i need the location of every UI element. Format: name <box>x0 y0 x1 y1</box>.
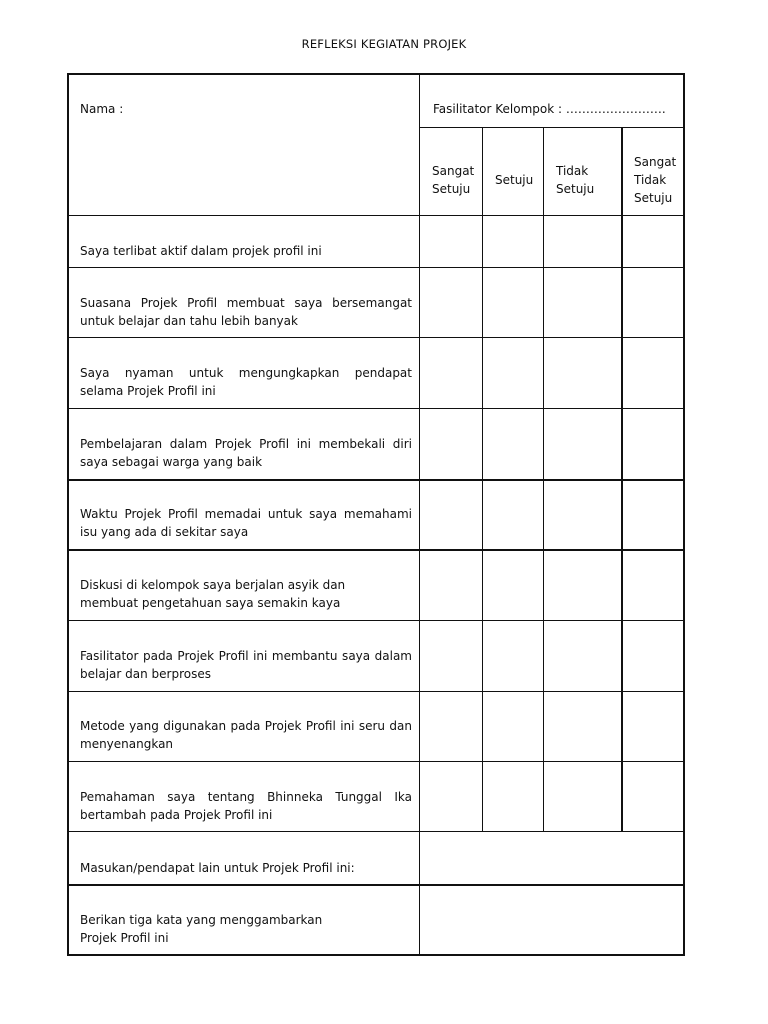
rating-cell-strongly-agree[interactable] <box>421 410 482 479</box>
table-border-bottom <box>67 954 685 956</box>
rating-cell-strongly-agree[interactable] <box>421 693 482 761</box>
rating-cell-agree[interactable] <box>484 622 543 691</box>
rating-cell-disagree[interactable] <box>545 339 621 408</box>
rating-cell-strongly-disagree[interactable] <box>623 339 683 408</box>
header-agree: Setuju <box>495 173 534 187</box>
rating-cell-agree[interactable] <box>484 763 543 831</box>
rating-cell-strongly-agree[interactable] <box>421 763 482 831</box>
statement-7: Fasilitator pada Projek Profil ini membantu saya dalam belajar dan berproses <box>80 649 412 681</box>
rating-cell-strongly-disagree[interactable] <box>623 551 683 620</box>
rating-cell-disagree[interactable] <box>545 763 621 831</box>
rating-cell-agree[interactable] <box>484 269 543 337</box>
rating-cell-strongly-disagree[interactable] <box>623 481 683 549</box>
rating-cell-disagree[interactable] <box>545 481 621 549</box>
rating-cell-strongly-agree[interactable] <box>421 339 482 408</box>
header-strongly-agree: Sangat Setuju <box>432 164 475 196</box>
rating-cell-agree[interactable] <box>484 410 543 479</box>
facilitator-row-divider <box>420 127 684 128</box>
statement-2: Suasana Projek Profil membuat saya bersemangat untuk belajar dan tahu lebih banyak <box>80 296 412 328</box>
rating-cell-disagree[interactable] <box>545 217 621 267</box>
facilitator-label: Fasilitator Kelompok : ……………………. <box>433 102 666 116</box>
statement-9: Pemahaman saya tentang Bhinneka Tunggal Ika bertambah pada Projek Profil ini <box>80 790 412 822</box>
rating-cell-agree[interactable] <box>484 481 543 549</box>
name-label: Nama : <box>80 102 124 116</box>
name-field[interactable] <box>69 75 419 215</box>
rating-cell-agree[interactable] <box>484 217 543 267</box>
rating-cell-strongly-agree[interactable] <box>421 269 482 337</box>
rating-cell-strongly-disagree[interactable] <box>623 217 683 267</box>
rating-cell-strongly-disagree[interactable] <box>623 269 683 337</box>
statement-3: Saya nyaman untuk mengungkapkan pendapat selama Projek Profil ini <box>80 366 412 398</box>
statement-6: Diskusi di kelompok saya berjalan asyik dan membuat pengetahuan saya semakin kaya <box>80 578 346 610</box>
form-title: REFLEKSI KEGIATAN PROJEK <box>301 37 467 51</box>
header-strongly-disagree: Sangat Tidak Setuju <box>634 155 677 205</box>
feedback-answer-field[interactable] <box>421 833 683 883</box>
header-disagree: Tidak Setuju <box>556 164 595 196</box>
rating-cell-strongly-agree[interactable] <box>421 551 482 620</box>
statement-1: Saya terlibat aktif dalam projek profil ini <box>80 244 322 258</box>
statement-5: Waktu Projek Profil memadai untuk saya memahami isu yang ada di sekitar saya <box>80 507 412 539</box>
open-question-three-words: Berikan tiga kata yang menggambarkan Projek Profil ini <box>80 913 323 945</box>
table-border-right <box>683 73 685 956</box>
rating-cell-strongly-disagree[interactable] <box>623 622 683 691</box>
rating-cell-agree[interactable] <box>484 339 543 408</box>
rating-cell-disagree[interactable] <box>545 551 621 620</box>
rating-cell-disagree[interactable] <box>545 622 621 691</box>
rating-cell-disagree[interactable] <box>545 269 621 337</box>
rating-cell-agree[interactable] <box>484 551 543 620</box>
rating-cell-strongly-disagree[interactable] <box>623 410 683 479</box>
rating-cell-strongly-disagree[interactable] <box>623 763 683 831</box>
open-question-feedback: Masukan/pendapat lain untuk Projek Profil ini: <box>80 861 355 875</box>
rating-cell-disagree[interactable] <box>545 410 621 479</box>
rating-cell-strongly-agree[interactable] <box>421 481 482 549</box>
rating-cell-strongly-disagree[interactable] <box>623 693 683 761</box>
rating-cell-strongly-agree[interactable] <box>421 622 482 691</box>
three-words-answer-field[interactable] <box>421 886 683 953</box>
statement-8: Metode yang digunakan pada Projek Profil ini seru dan menyenangkan <box>80 719 412 751</box>
rating-cell-agree[interactable] <box>484 693 543 761</box>
rating-cell-disagree[interactable] <box>545 693 621 761</box>
rating-cell-strongly-agree[interactable] <box>421 217 482 267</box>
statement-4: Pembelajaran dalam Projek Profil ini membekali diri saya sebagai warga yang baik <box>80 437 412 469</box>
